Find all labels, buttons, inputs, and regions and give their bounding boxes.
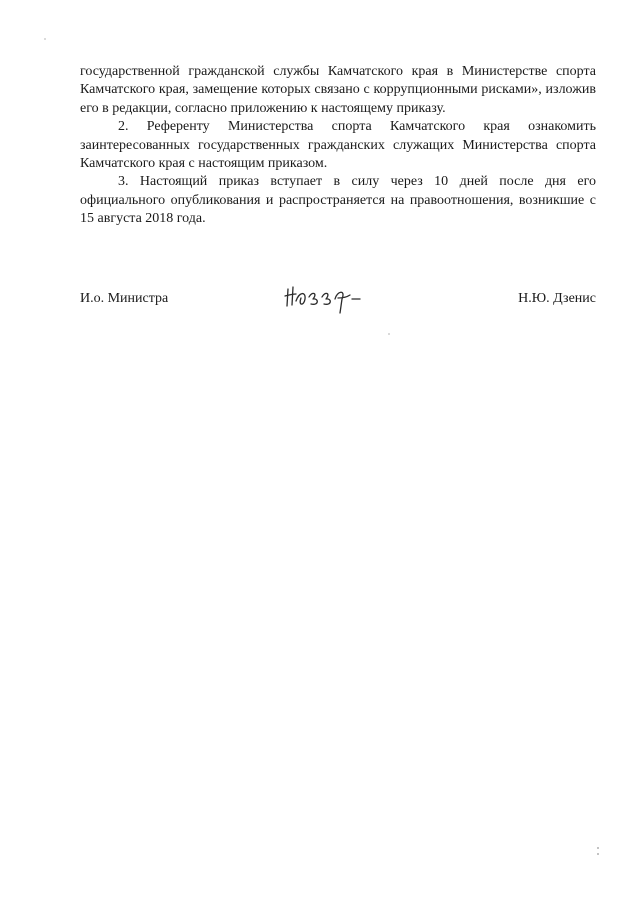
paragraph-item-2: 2. Референту Министерства спорта Камчатского края ознакомить заинтересованных государственных гражданских служащих Министерства спорта Камчатского края с настоящим приказом. bbox=[80, 119, 596, 172]
paragraph-item-3: 3. Настоящий приказ вступает в силу через 10 дней после дня его официального опубликования и распространяется на правоотношения, возникшие с 15 августа 2018 года. bbox=[80, 174, 596, 227]
signatory-title: И.о. Министра bbox=[80, 291, 169, 306]
signature-block bbox=[80, 291, 596, 315]
scan-speck bbox=[597, 847, 599, 849]
scan-speck bbox=[388, 333, 390, 335]
paragraph-continuation: государственной гражданской службы Камчатского края в Министерстве спорта Камчатского края, замещение которых связано с коррупционными рисками», изложив его в редакции, согласно приложению к настоящему приказу. bbox=[80, 64, 596, 116]
document-body bbox=[80, 63, 596, 229]
scan-speck bbox=[44, 38, 46, 40]
scan-speck bbox=[597, 853, 599, 855]
handwritten-signature bbox=[280, 279, 370, 315]
signatory-name: Н.Ю. Дзенис bbox=[518, 291, 596, 306]
